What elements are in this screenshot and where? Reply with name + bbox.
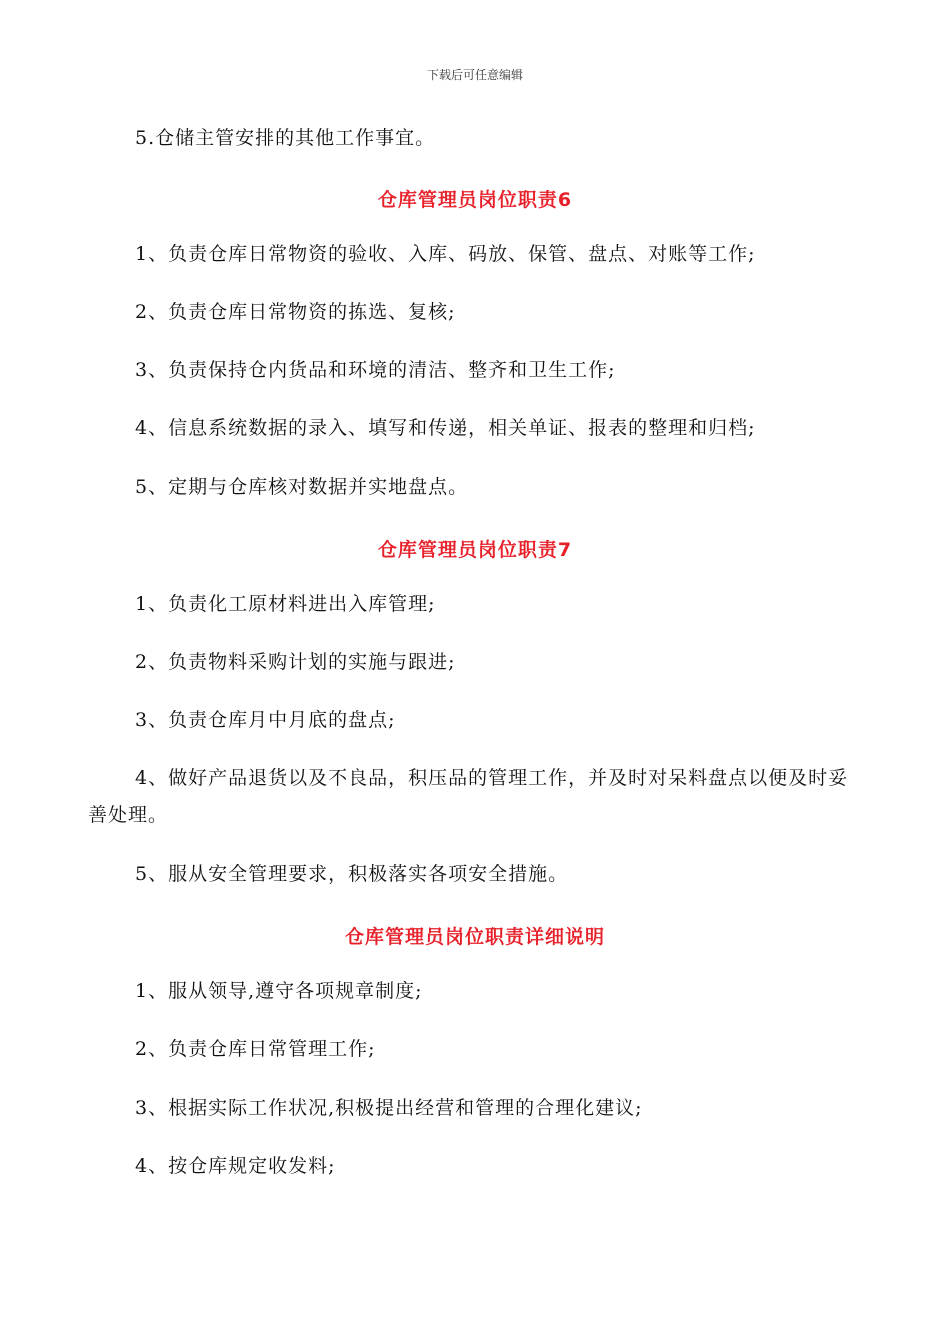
paragraph: 1、负责化工原材料进出入库管理; xyxy=(135,593,436,615)
paragraph: 5.仓储主管安排的其他工作事宜。 xyxy=(135,127,436,149)
paragraph: 3、负责仓库月中月底的盘点; xyxy=(135,709,396,731)
paragraph: 3、根据实际工作状况,积极提出经营和管理的合理化建议; xyxy=(135,1097,643,1119)
paragraph: 2、负责仓库日常物资的拣选、复核; xyxy=(135,301,456,323)
paragraph: 2、负责仓库日常管理工作; xyxy=(135,1038,376,1060)
paragraph: 5、定期与仓库核对数据并实地盘点。 xyxy=(135,476,469,498)
section-heading: 仓库管理员岗位职责7 xyxy=(377,539,573,561)
paragraph: 3、负责保持仓内货品和环境的清洁、整齐和卫生工作; xyxy=(135,359,616,381)
page-header: 下载后可任意编辑 xyxy=(426,68,523,82)
paragraph: 4、做好产品退货以及不良品，积压品的管理工作，并及时对呆料盘点以便及时妥善处理。 xyxy=(88,767,849,826)
section-heading: 仓库管理员岗位职责详细说明 xyxy=(344,926,605,948)
paragraph: 4、按仓库规定收发料; xyxy=(135,1155,336,1177)
section-heading: 仓库管理员岗位职责6 xyxy=(377,189,573,211)
paragraph: 4、信息系统数据的录入、填写和传递，相关单证、报表的整理和归档; xyxy=(135,417,756,439)
paragraph: 2、负责物料采购计划的实施与跟进; xyxy=(135,651,456,673)
paragraph: 1、服从领导,遵守各项规章制度; xyxy=(135,980,423,1002)
paragraph: 5、服从安全管理要求，积极落实各项安全措施。 xyxy=(135,863,569,885)
paragraph: 1、负责仓库日常物资的验收、入库、码放、保管、盘点、对账等工作; xyxy=(135,243,756,265)
